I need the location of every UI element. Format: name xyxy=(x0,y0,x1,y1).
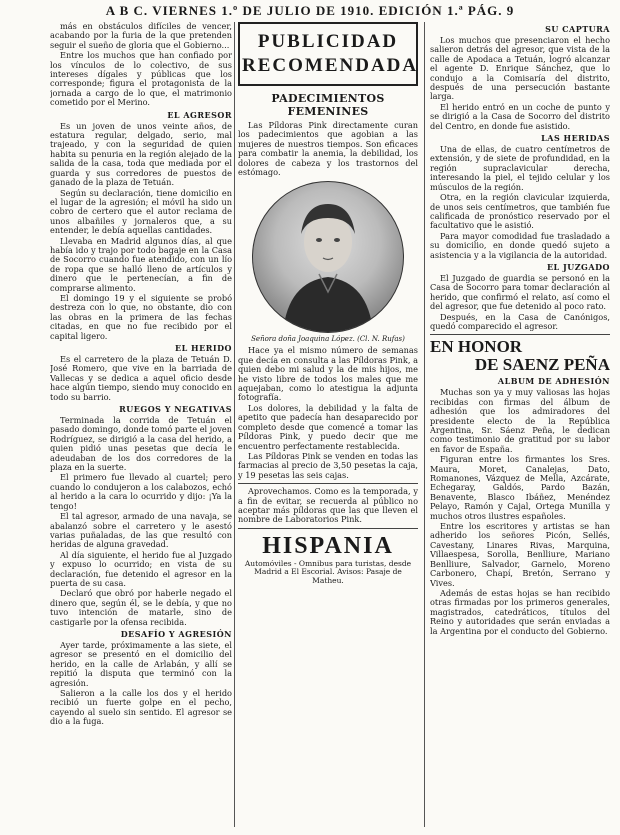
section-heading: SU CAPTURA xyxy=(545,24,610,34)
section-heading: LAS HERIDAS xyxy=(541,133,610,144)
paragraph: El domingo 19 y el siguiente se probó destreza con lo que, no obstante, dio con las obras en la primera de las fechas citadas, en que no fue recibido por el capital ligero. xyxy=(50,292,232,341)
paragraph: más en obstáculos difíciles de vencer, acabando por la furia de la que pretenden seguir el sueño de gloria que el Gobierno... xyxy=(50,22,232,50)
paragraph: El primero fue llevado al cuartel; pero cuando lo condujeron a los calabozos, echó al herido a la cara lo ocurrido y dijo: ¡Ya la tengo! xyxy=(50,472,232,511)
paragraph: El herido entró en un coche de punto y se dirigió a la Casa de Socorro del distrito del Centro, en donde fue asistido. xyxy=(430,101,610,131)
paragraph: El Juzgado de guardia se personó en la Casa de Socorro para tomar declaración al herido, que confirmó el relato, así como el del agresor, que fue detenido al poco rato. xyxy=(430,272,610,312)
paragraph: Entre los muchos que han confiado por los vínculos de lo colectivo, de sus intereses dígales y públicas que los corresponde; figura el protagonista de la jornada a cargo de lo que, el matrimonio cometido por el Merino. xyxy=(50,50,232,108)
portrait-photo xyxy=(252,181,404,333)
paragraph: Aprovechamos. Como es la temporada, y a fin de evitar, se recuerda al público no aceptar más píldoras que las que lleven el nombre de Laboratorios Pink. xyxy=(238,486,418,525)
paragraph: Los muchos que presenciaron el hecho salieron detrás del agresor, que vista de la calle de Apodaca a Tetuán, logró alcanzar el agente D. Enrique Sánchez, que lo condujo a la Comisaría del distrito, después de una persecución bastante larga. xyxy=(430,35,610,102)
paragraph: Es el carretero de la plaza de Tetuán D. José Romero, que vive en la barriada de Vallecas y se dedica a aquel oficio desde hace algún tiempo, siendo muy conocido en todo su barrio. xyxy=(50,354,232,402)
paragraph: Otra, en la región clavicular izquierda, de unos seis centímetros, que también fue calificada de pronóstico reservado por el facultativo que le asistió. xyxy=(430,192,610,231)
paragraph: Ayer tarde, próximamente a las siete, el agresor se presentó en el domicilio del herido, en la calle de Arlabán, y allí se repitió la disputa que terminó con la agresión. xyxy=(50,639,232,688)
paragraph: Hace ya el mismo número de semanas que decía en consulta a las Píldoras Pink, a quien debo mi salud y la de mis hijos, me he visto libre de todos los males que me aquejaban, como lo atestigua la adjunta fotografía. xyxy=(238,345,418,403)
paragraph: Para mayor comodidad fue trasladado a su domicilio, en donde quedó sujeto a asistencia y a la vigilancia de la autoridad. xyxy=(430,230,610,260)
paragraph: Las Píldoras Pink directamente curan los padecimientos que agobian a las mujeres de nuestros tiempos. Son eficaces para combatir la anemia, la debilidad, los dolores de cabeza y los trastornos del estómago. xyxy=(238,120,418,178)
paragraph: Terminada la corrida de Tetuán el pasado domingo, donde tomó parte el joven Rodríguez, se dirigió a la casa del herido, a quien pidió unas pesetas que decía le adeudaban de los dos corredores de la plaza en la suerte. xyxy=(50,415,232,473)
publicidad-subtitle: RECOMENDADA xyxy=(242,55,418,76)
page-header: A B C. VIERNES 1.º DE JULIO DE 1910. EDICIÓN 1.ª PÁG. 9 xyxy=(105,3,515,18)
section-heading: EL JUZGADO xyxy=(546,261,610,272)
publicidad-box xyxy=(238,22,418,86)
section-heading: EL AGRESOR xyxy=(167,109,232,120)
paragraph: Según su declaración, tiene domicilio en el lugar de la agresión; el móvil ha sido un cobro de certero que el autor reclama de unos albañiles y jornaleros que, a su entender, le debía aquellas cantidades. xyxy=(50,187,232,236)
section-heading: ALBUM DE ADHESIÓN xyxy=(497,376,610,387)
paragraph: El tal agresor, armado de una navaja, se abalanzó sobre el carretero y le asestó varias puñaladas, de las que resultó con heridas de alguna gravedad. xyxy=(50,511,232,550)
divider xyxy=(238,528,418,529)
paragraph: Salieron a la calle los dos y el herido recibió un fuerte golpe en el pecho, cayendo al suelo sin sentido. El agresor se dio a la fuga. xyxy=(50,688,232,727)
hispania-ad-title: HISPANIA xyxy=(262,532,394,559)
column-left xyxy=(50,22,232,728)
paragraph: Las Píldoras Pink se venden en todas las farmacias al precio de 3,50 pesetas la caja, y 19 pesetas las seis cajas. xyxy=(238,450,418,480)
headline-line2: DE SAENZ PEÑA xyxy=(474,355,610,375)
paragraph: Declaró que obró por haberle negado el dinero que, según él, se le debía, y que no tuvo intención de matarle, sino de castigarle por la ofensa recibida. xyxy=(50,588,232,627)
hispania-ad-text: Automóviles - Omnibus para turistas, desde Madrid a El Escorial. Avisos: Pasaje de Matheu. xyxy=(244,558,412,585)
paragraph: Muchas son ya y muy valiosas las hojas recibidas con firmas del álbum de adhesión que los admiradores del presidente electo de la República Argentina, Sr. Sáenz Peña, le dedican como testimonio de gratitud por su labor en favor de España. xyxy=(430,387,610,454)
column-rule xyxy=(234,22,235,827)
paragraph: Después, en la Casa de Canónigos, quedó comparecido el agresor. xyxy=(430,311,610,331)
headline-line1: EN HONOR xyxy=(430,337,523,357)
publicidad-title: PUBLICIDAD xyxy=(257,31,399,52)
divider xyxy=(430,334,610,335)
paragraph: Una de ellas, de cuatro centímetros de extensión, y de siete de profundidad, en la región supraclavicular derecha, interesando la piel, el tejido celular y los músculos de la región. xyxy=(430,144,610,192)
paragraph: Llevaba en Madrid algunos días, al que había ido y trajo por todo bagaje en la Casa de Socorro cuando fue atendido, con un lío de ropa que se halló lleno de artículos y dinero que le pertenecían, a fin de comprarse alimento. xyxy=(50,235,232,293)
paragraph: Además de estas hojas se han recibido otras firmadas por los primeros generales, magistrados, catedráticos, títulos del Reino y autoridades que serán enviadas a la Argentina por el conducto del Gobierno. xyxy=(430,587,610,636)
section-heading: EL HERIDO xyxy=(175,343,232,353)
column-right xyxy=(430,22,610,637)
paragraph: Es un joven de unos veinte años, de estatura regular, delgado, serio, mal trajeado, y con la seguridad de quien habita su penuria en la región alejado de la salida de la casa, toda que mediada por el guarda y sus corredores de puestos de ganado de la plaza de Tetuán. xyxy=(50,120,232,188)
divider xyxy=(238,483,418,484)
column-center xyxy=(238,22,418,585)
woman-portrait-icon xyxy=(253,182,403,332)
section-heading: DESAFÍO Y AGRESIÓN xyxy=(120,628,232,639)
portrait-caption: Señora doña Joaquina López. (Cl. N. Rufas) xyxy=(251,335,405,344)
paragraph: Al día siguiente, el herido fue al Juzgado y expuso lo ocurrido; en vista de su declaración, fue detenido el agresor en la puerta de su casa. xyxy=(50,549,232,588)
paragraph: Figuran entre los firmantes los Sres. Maura, Moret, Canalejas, Dato, Romanones, Vázquez de Mella, Azcárate, Echegaray, Galdós, Pardo Bazán, Benavente, Blasco Ibáñez, Menéndez Pelayo, Ramón y Cajal, Ortega Munilla y muchos otros ilustres españoles. xyxy=(430,454,610,521)
paragraph: Los dolores, la debilidad y la falta de apetito que padecía han desaparecido por completo desde que comencé a tomar las Píldoras Pink, y puedo decir que me encuentro perfectamente restablecida. xyxy=(238,402,418,451)
ad-title: PADECIMIENTOS FEMENINES xyxy=(271,92,385,118)
column-rule xyxy=(424,22,425,827)
section-heading: RUEGOS Y NEGATIVAS xyxy=(119,404,232,415)
paragraph: Entre los escritores y artistas se han adherido los señores Picón, Sellés, Cavestany, Linares Rivas, Marquina, Villaespesa, Sorolla, Benlliure, Mariano Benlliure, Salvador, Garnelo, Moreno Carbonero, Chapí, Bretón, Serrano y Vives. xyxy=(430,521,610,588)
